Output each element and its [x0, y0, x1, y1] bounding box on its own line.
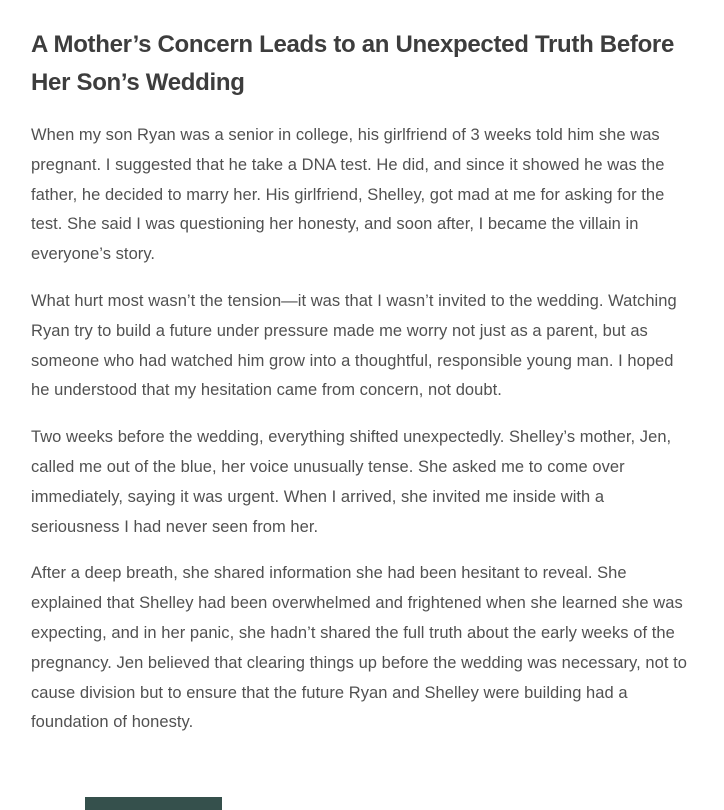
next-section-peek: [85, 797, 222, 810]
article-title: A Mother’s Concern Leads to an Unexpected Truth Before Her Son’s Wedding: [31, 31, 675, 96]
article-paragraph-3: Two weeks before the wedding, everything shifted unexpectedly. Shelley’s mother, Jen, called me out of the blue, her voice unusually tense. She asked me to come over immediately, saying it was urgent. When I arrived, she invited me inside with a seriousness I had never seen from her.: [31, 428, 672, 536]
article-paragraph-1: When my son Ryan was a senior in college, his girlfriend of 3 weeks told him she was pregnant. I suggested that he take a DNA test. He did, and since it showed he was the father, he decided to marry her. His girlfriend, Shelley, got mad at me for asking for the test. She said I was questioning her honesty, and soon after, I became the villain in everyone’s story.: [31, 126, 665, 264]
article-paragraph-4: After a deep breath, she shared information she had been hesitant to reveal. She explained that Shelley had been overwhelmed and frightened when she learned she was expecting, and in her panic, she hadn’t shared the full truth about the early weeks of the pregnancy. Jen believed that clearing things up before the wedding was necessary, not to cause division but to ensure that the future Ryan and Shelley were building had a foundation of honesty.: [31, 564, 687, 732]
article-body: [31, 121, 693, 738]
article-paragraph-2: What hurt most wasn’t the tension—it was that I wasn’t invited to the wedding. Watching Ryan try to build a future under pressure made me worry not just as a parent, but as someone who had watched him grow into a thoughtful, responsible young man. I hoped he understood that my hesitation came from concern, not doubt.: [31, 291, 677, 400]
